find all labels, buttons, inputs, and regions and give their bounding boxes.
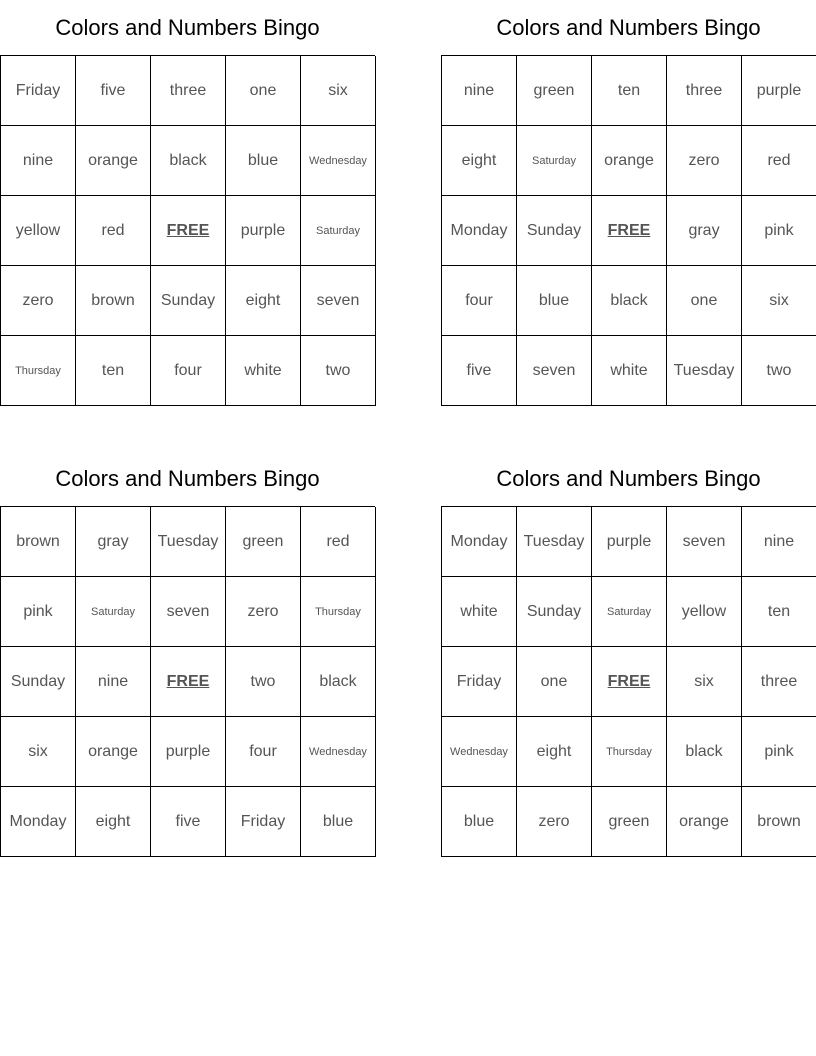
- bingo-cell: blue: [442, 787, 517, 857]
- bingo-cell: Monday: [442, 196, 517, 266]
- bingo-cell: ten: [742, 577, 816, 647]
- bingo-cell: Sunday: [151, 266, 226, 336]
- card-title: Colors and Numbers Bingo: [496, 15, 761, 40]
- bingo-cell: pink: [742, 717, 816, 787]
- bingo-cell: Sunday: [1, 647, 76, 717]
- bingo-cell: red: [301, 507, 376, 577]
- bingo-cell: red: [76, 196, 151, 266]
- bingo-cell: two: [742, 336, 816, 406]
- bingo-cell: four: [226, 717, 301, 787]
- bingo-cell: pink: [1, 577, 76, 647]
- bingo-cell: white: [226, 336, 301, 406]
- bingo-cell: green: [226, 507, 301, 577]
- bingo-cell: Wednesday: [301, 126, 376, 196]
- bingo-cell: brown: [76, 266, 151, 336]
- bingo-cell: eight: [442, 126, 517, 196]
- bingo-cell: purple: [742, 56, 816, 126]
- bingo-card-3: [0, 451, 375, 857]
- bingo-cell: green: [592, 787, 667, 857]
- bingo-cell: seven: [667, 507, 742, 577]
- bingo-cell: Saturday: [592, 577, 667, 647]
- bingo-cell: six: [301, 56, 376, 126]
- card-title: Colors and Numbers Bingo: [55, 15, 320, 40]
- bingo-cell: orange: [76, 126, 151, 196]
- card-title: Colors and Numbers Bingo: [496, 466, 761, 491]
- bingo-cell: Tuesday: [667, 336, 742, 406]
- card-title: Colors and Numbers Bingo: [55, 466, 320, 491]
- bingo-cell: Thursday: [301, 577, 376, 647]
- bingo-cell: blue: [226, 126, 301, 196]
- bingo-cell: nine: [442, 56, 517, 126]
- bingo-cell: black: [667, 717, 742, 787]
- bingo-cell: purple: [592, 507, 667, 577]
- free-space-cell: FREE: [151, 196, 226, 266]
- bingo-cell: yellow: [667, 577, 742, 647]
- bingo-cell: red: [742, 126, 816, 196]
- bingo-cell: one: [517, 647, 592, 717]
- bingo-cell: ten: [76, 336, 151, 406]
- bingo-cell: four: [151, 336, 226, 406]
- bingo-cell: two: [301, 336, 376, 406]
- bingo-cell: Tuesday: [151, 507, 226, 577]
- bingo-cell: brown: [1, 507, 76, 577]
- bingo-cell: yellow: [1, 196, 76, 266]
- bingo-cell: zero: [1, 266, 76, 336]
- free-space-cell: FREE: [592, 647, 667, 717]
- bingo-cell: nine: [1, 126, 76, 196]
- bingo-cell: blue: [301, 787, 376, 857]
- bingo-cell: Tuesday: [517, 507, 592, 577]
- bingo-cell: Friday: [1, 56, 76, 126]
- bingo-cell: seven: [151, 577, 226, 647]
- bingo-cell: zero: [667, 126, 742, 196]
- bingo-cell: orange: [592, 126, 667, 196]
- bingo-cell: eight: [226, 266, 301, 336]
- bingo-cell: Thursday: [1, 336, 76, 406]
- bingo-cell: gray: [76, 507, 151, 577]
- bingo-cell: black: [301, 647, 376, 717]
- bingo-cell: purple: [226, 196, 301, 266]
- bingo-cell: three: [667, 56, 742, 126]
- bingo-cell: eight: [517, 717, 592, 787]
- bingo-cell: purple: [151, 717, 226, 787]
- bingo-cell: Saturday: [301, 196, 376, 266]
- bingo-cell: Friday: [442, 647, 517, 717]
- bingo-grid: [0, 506, 375, 857]
- bingo-card-4: [441, 451, 816, 857]
- bingo-cell: gray: [667, 196, 742, 266]
- bingo-cell: Thursday: [592, 717, 667, 787]
- bingo-cell: ten: [592, 56, 667, 126]
- bingo-cell: Monday: [1, 787, 76, 857]
- bingo-grid: [441, 506, 816, 857]
- free-space-cell: FREE: [151, 647, 226, 717]
- bingo-cell: nine: [742, 507, 816, 577]
- bingo-cell: Sunday: [517, 196, 592, 266]
- bingo-grid: [0, 55, 375, 406]
- bingo-cell: two: [226, 647, 301, 717]
- bingo-card-1: [0, 0, 375, 406]
- bingo-cell: three: [742, 647, 816, 717]
- bingo-cell: seven: [301, 266, 376, 336]
- bingo-cell: Monday: [442, 507, 517, 577]
- bingo-cell: green: [517, 56, 592, 126]
- bingo-cell: black: [592, 266, 667, 336]
- bingo-cell: orange: [76, 717, 151, 787]
- bingo-cell: pink: [742, 196, 816, 266]
- bingo-cell: five: [151, 787, 226, 857]
- bingo-cell: brown: [742, 787, 816, 857]
- bingo-grid: [441, 55, 816, 406]
- bingo-cell: five: [76, 56, 151, 126]
- bingo-cell: Wednesday: [442, 717, 517, 787]
- bingo-cell: six: [742, 266, 816, 336]
- bingo-cell: black: [151, 126, 226, 196]
- bingo-cell: Saturday: [76, 577, 151, 647]
- bingo-cell: one: [226, 56, 301, 126]
- bingo-cell: Saturday: [517, 126, 592, 196]
- bingo-cell: Wednesday: [301, 717, 376, 787]
- bingo-cell: Friday: [226, 787, 301, 857]
- free-space-cell: FREE: [592, 196, 667, 266]
- bingo-cell: white: [592, 336, 667, 406]
- bingo-cell: orange: [667, 787, 742, 857]
- bingo-cell: blue: [517, 266, 592, 336]
- bingo-cell: zero: [517, 787, 592, 857]
- bingo-cell: seven: [517, 336, 592, 406]
- bingo-cell: Sunday: [517, 577, 592, 647]
- bingo-cell: one: [667, 266, 742, 336]
- bingo-cell: nine: [76, 647, 151, 717]
- bingo-cell: eight: [76, 787, 151, 857]
- bingo-cell: zero: [226, 577, 301, 647]
- bingo-card-2: [441, 0, 816, 406]
- bingo-cell: three: [151, 56, 226, 126]
- bingo-cell: six: [1, 717, 76, 787]
- bingo-cell: white: [442, 577, 517, 647]
- bingo-cell: five: [442, 336, 517, 406]
- bingo-cell: six: [667, 647, 742, 717]
- bingo-cell: four: [442, 266, 517, 336]
